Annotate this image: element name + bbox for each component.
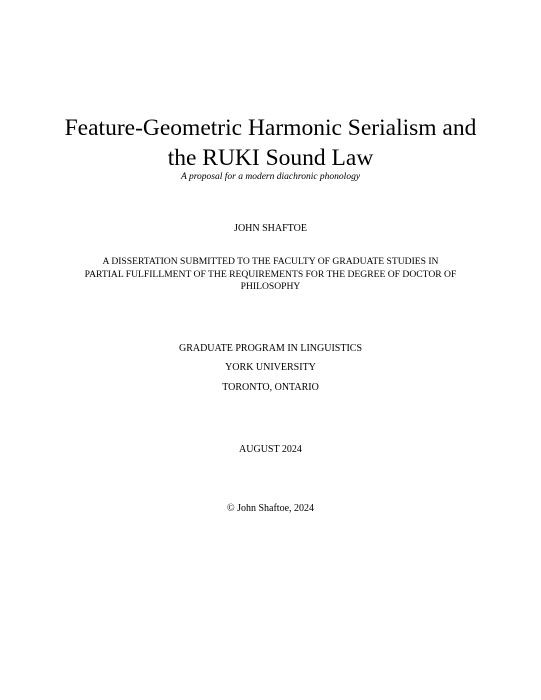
university-location: TORONTO, ONTARIO [222, 382, 319, 393]
author-name: JOHN SHAFTOE [234, 223, 307, 234]
university-name: YORK UNIVERSITY [225, 362, 316, 373]
statement-line-1: A DISSERTATION SUBMITTED TO THE FACULTY OF GRADUATE STUDIES IN [102, 256, 439, 267]
title-line-1: Feature-Geometric Harmonic Serialism and [64, 115, 477, 141]
submission-date: AUGUST 2024 [239, 444, 302, 455]
statement-line-2: PARTIAL FULFILLMENT OF THE REQUIREMENTS FOR THE DEGREE OF DOCTOR OF [84, 268, 457, 280]
title-line-2: the RUKI Sound Law [167, 145, 374, 171]
statement-line-3: PHILOSOPHY [240, 281, 301, 292]
dissertation-statement [40, 256, 501, 294]
document-subtitle: A proposal for a modern diachronic phonology [180, 172, 361, 182]
graduate-program: GRADUATE PROGRAM IN LINGUISTICS [178, 343, 363, 354]
document-title [0, 113, 541, 173]
copyright-notice: © John Shaftoe, 2024 [226, 503, 315, 514]
